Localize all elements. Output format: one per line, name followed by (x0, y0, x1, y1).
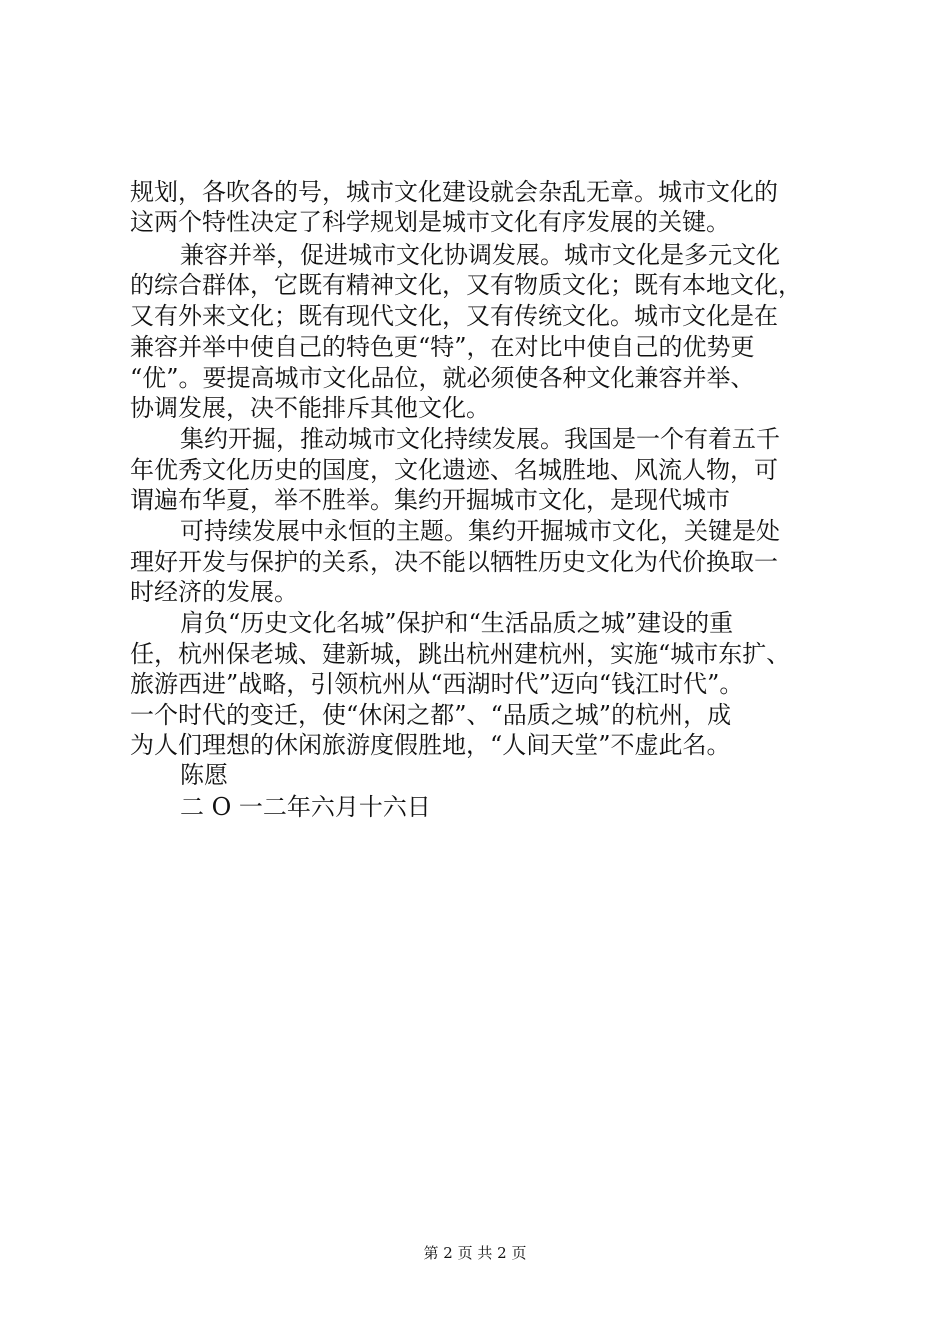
text-line: 协调发展，决不能排斥其他文化。 (130, 394, 490, 422)
author-name: 陈愿 (180, 761, 228, 789)
paragraph-first-line: 肩负“历史文化名城”保护和“生活品质之城”建设的重 (180, 609, 734, 637)
text-line: 旅游西进”战略，引领杭州从“西湖时代”迈向“钱江时代”。 (130, 670, 744, 698)
text-line: 规划，各吹各的号，城市文化建设就会杂乱无章。城市文化的 (130, 178, 778, 206)
page-number-footer: 第 2 页 共 2 页 (423, 1244, 527, 1262)
text-line: 为人们理想的休闲旅游度假胜地，“人间天堂”不虚此名。 (130, 731, 731, 759)
text-line: 兼容并举中使自己的特色更“特”，在对比中使自己的优势更 (130, 333, 755, 361)
text-line: 谓遍布华夏，举不胜举。集约开掘城市文化，是现代城市 (130, 486, 730, 514)
text-line: 任，杭州保老城、建新城，跳出杭州建杭州，实施“城市东扩、 (130, 640, 791, 668)
paragraph-first-line: 兼容并举，促进城市文化协调发展。城市文化是多元文化 (180, 241, 780, 269)
paragraph-first-line: 集约开掘，推动城市文化持续发展。我国是一个有着五千 (180, 425, 780, 453)
text-line: 的综合群体，它既有精神文化，又有物质文化；既有本地文化， (130, 271, 802, 299)
document-date: 二 O 一二年六月十六日 (180, 793, 431, 821)
text-line: “优”。要提高城市文化品位，就必须使各种文化兼容并举、 (130, 364, 755, 392)
text-line: 时经济的发展。 (130, 578, 298, 606)
paragraph-first-line: 可持续发展中永恒的主题。集约开掘城市文化，关键是处 (180, 517, 780, 545)
text-line: 年优秀文化历史的国度，文化遗迹、名城胜地、风流人物，可 (130, 456, 778, 484)
text-line: 一个时代的变迁，使“休闲之都”、“品质之城”的杭州，成 (130, 701, 732, 729)
text-line: 又有外来文化；既有现代文化，又有传统文化。城市文化是在 (130, 302, 778, 330)
text-line: 这两个特性决定了科学规划是城市文化有序发展的关键。 (130, 208, 730, 236)
text-line: 理好开发与保护的关系，决不能以牺牲历史文化为代价换取一 (130, 548, 778, 576)
